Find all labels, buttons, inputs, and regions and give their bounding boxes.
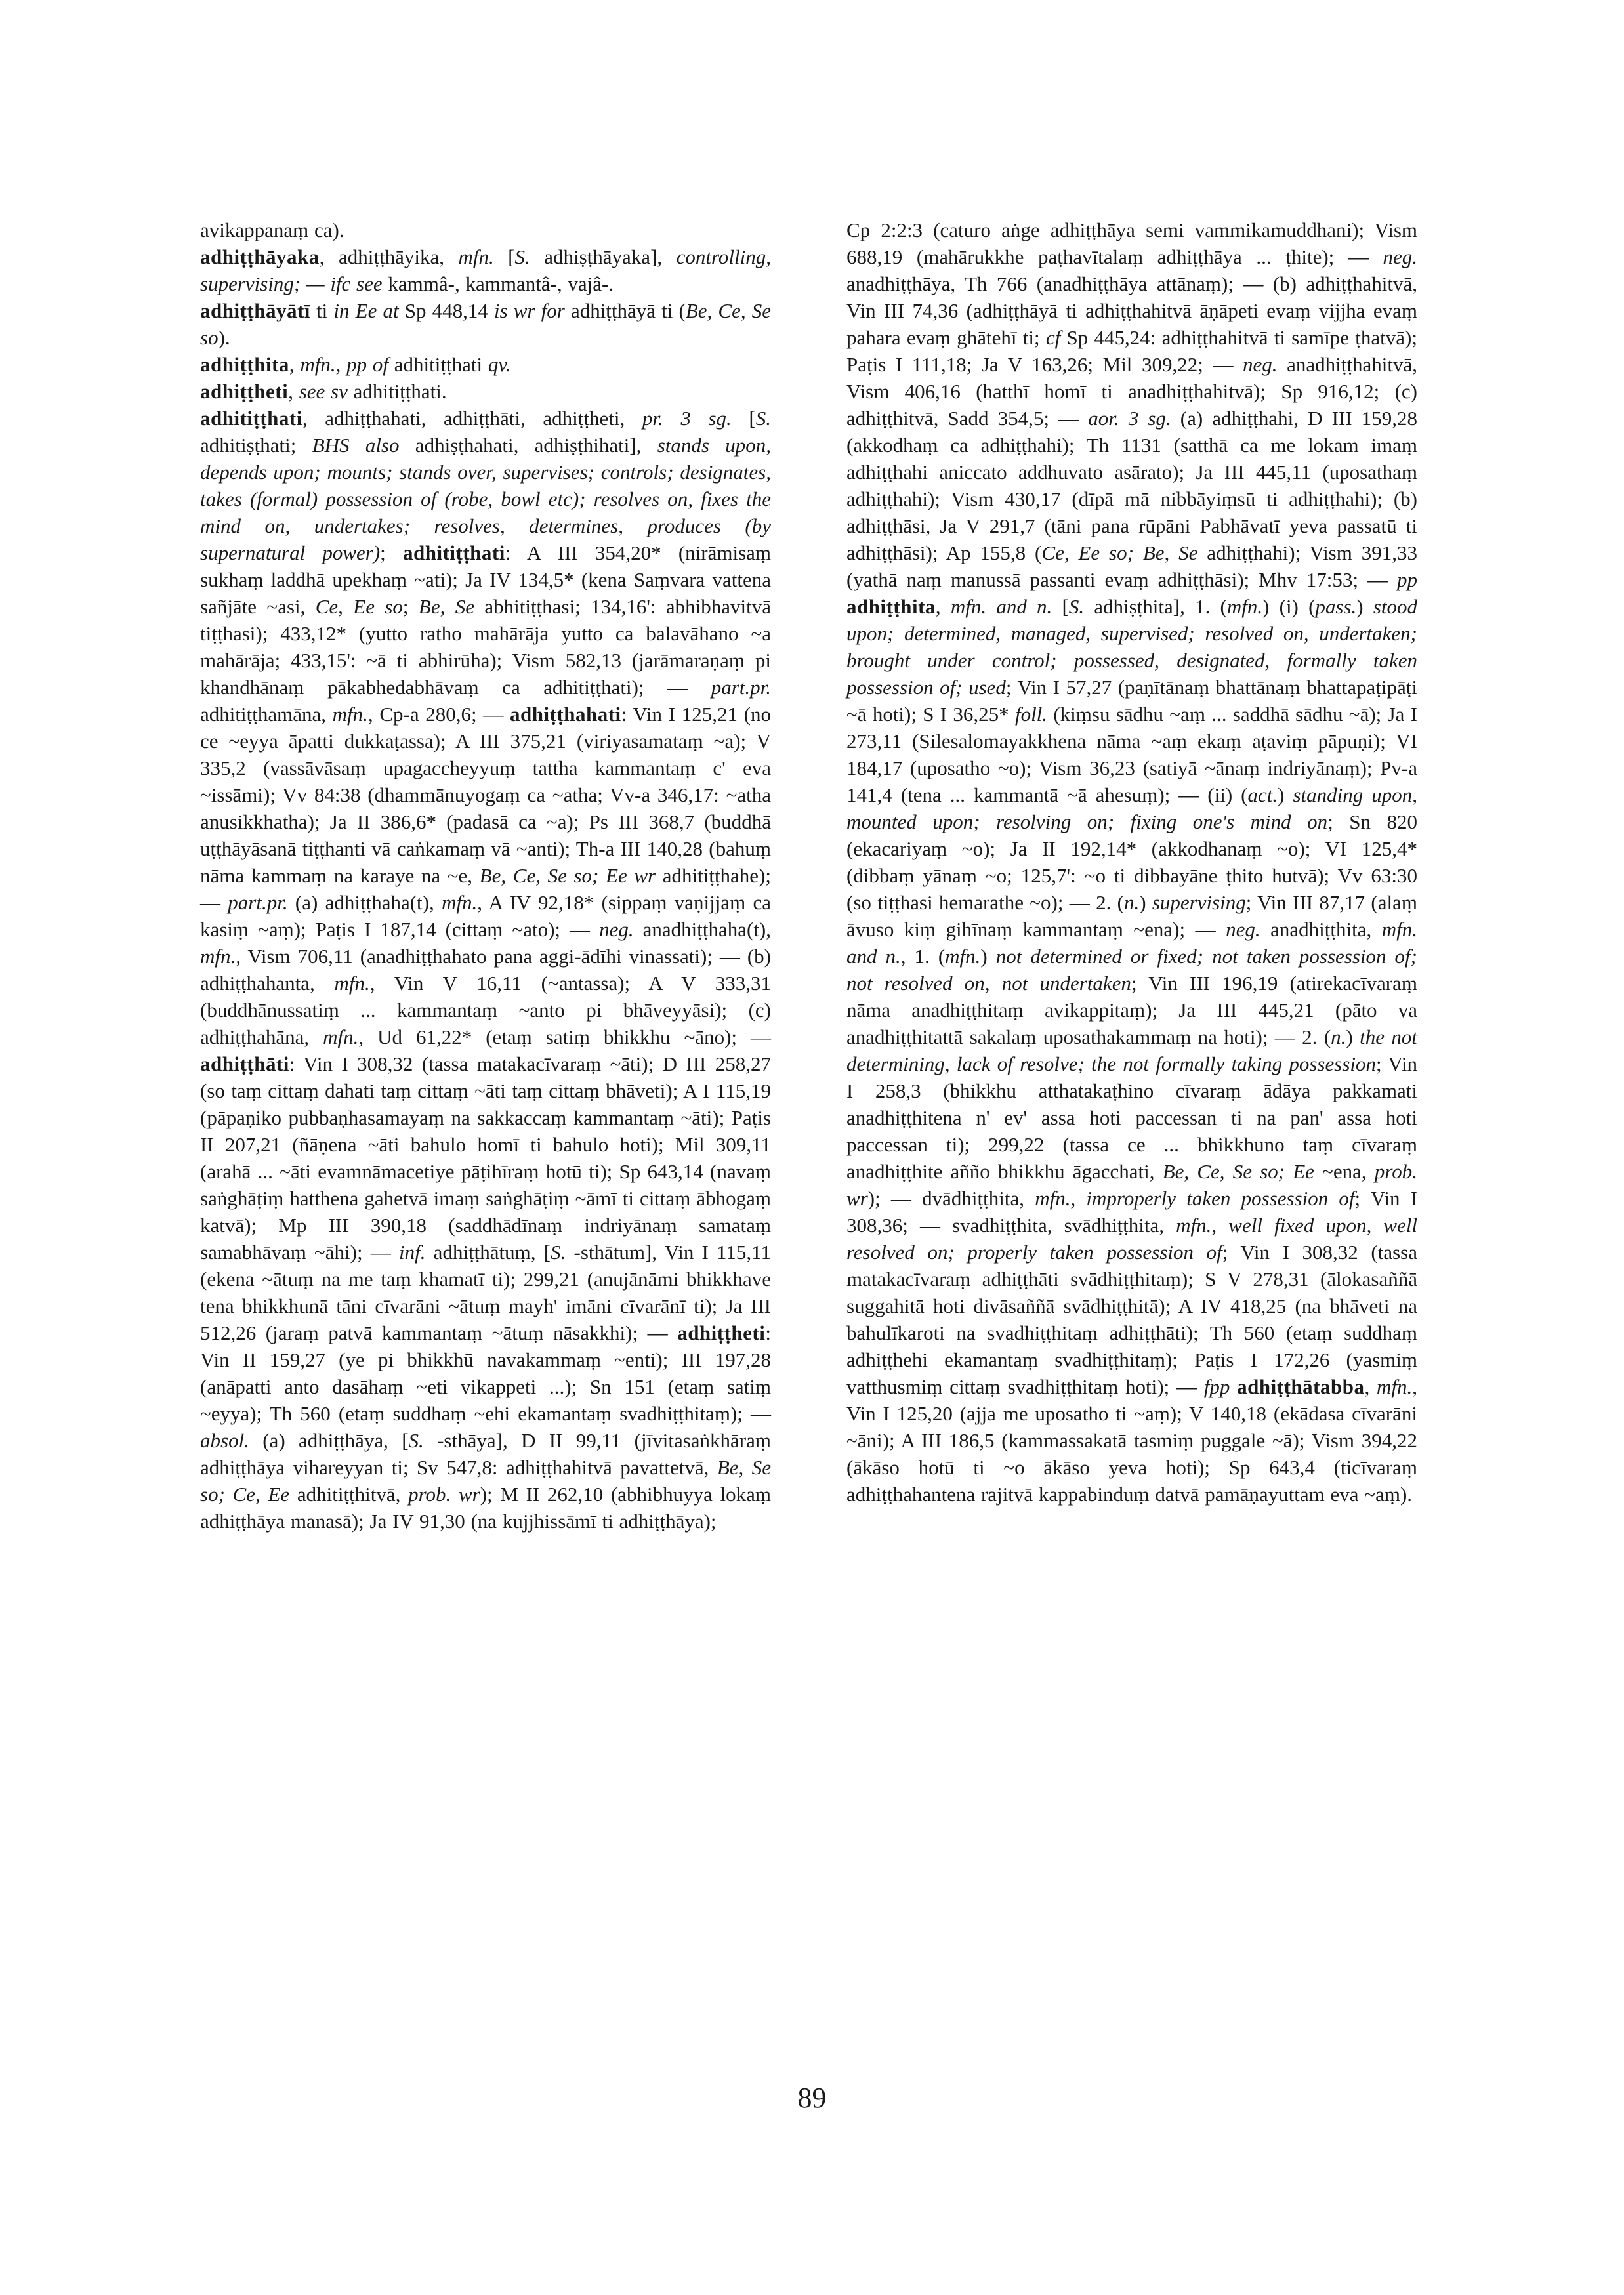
headword: adhiṭṭheti [200,380,289,403]
entry-text: ) (i) ( [1262,595,1316,618]
page-number: 89 [797,2082,827,2114]
entry-text: : A III 354,20* (nirāmisaṃ sukhaṃ laddhā upekhaṃ ~ati); Ja IV 134,5* (kena Saṃvara vattena sañjāte ~asi, [200,541,771,618]
entry-text: ; Vin III 196,19 (atirekacīvaraṃ nāma anadhiṭṭhitaṃ avikappitaṃ); Ja III 445,21 (pāto va anadhiṭṭhitattā sakalaṃ uposathakammaṃ na hoti); — 2. ( [846,972,1417,1048]
dictionary-entry [200,378,771,405]
entry-text: adhitiṭṭhati [388,353,488,376]
italic-text: mfn. [945,945,981,968]
italic-text: S. [408,1429,424,1452]
italic-text: S. [514,245,530,268]
dictionary-entry [200,297,771,351]
italic-text: mfn. [442,891,478,914]
headword: adhiṭṭheti [677,1321,766,1344]
italic-text: part.pr. [228,891,288,914]
entry-text: adhiṣṭhāyaka], [530,245,677,268]
italic-text: in Ee at [333,299,399,322]
italic-text: qv. [488,353,511,376]
italic-text: pass. [1315,595,1357,618]
entry-text: Sp 445,24: adhiṭṭhahitvā ti samīpe ṭhatvā); Paṭis I 111,18; Ja V 163,26; Mil 309,22; — [846,326,1417,376]
italic-text: mfn., well fixed upon, well resolved on; properly taken possession of [846,1214,1417,1264]
italic-text: foll. [1014,703,1048,726]
headword: adhiṭṭhāyātī [200,299,310,322]
entry-text: : Vin I 125,21 (no ce ~eyya āpatti dukkaṭassa); A III 375,21 (viriyasamataṃ ~a); V 335,2 (vassāvāsaṃ upagaccheyyuṃ tattha kammantaṃ c' eva ~issāmi); Vv 84:38 (dhammānuyogaṃ ca ~atha; Vv-a 346,17: ~atha anusikkhatha); Ja II 386,6* (padasā ca ~a); Ps III 368,7 (buddhā uṭṭhāyāsanā tiṭṭhanti vā caṅkamaṃ vā ~anti); Th-a III 140,28 (bahuṃ nāma kammaṃ na karaye na ~e, [200,703,772,887]
headword: adhiṭṭhahati [510,703,621,726]
italic-text: fpp [1203,1375,1230,1398]
entry-text: ); M II 262,10 (abhibhuyya lokaṃ adhiṭṭhāya manasā); Ja IV 91,30 (na kujjhissāmī ti adhiṭṭhāya); [200,1483,772,1533]
italic-text: mfn. and n. [846,918,1417,968]
entry-text: [ [731,407,756,430]
italic-text: BHS also [312,434,400,457]
dictionary-entry [200,217,771,243]
italic-text: is wr for [493,299,565,322]
italic-text: n. [1331,1025,1346,1048]
dictionary-entry [200,351,771,378]
italic-text: stands upon, depends upon; mounts; stands over, supervises; controls; designates, takes (formal) possession of (robe, bowl etc); resolves on, fixes the mind on, undertakes; resolves, determines, produces (by supernatural power) [200,434,772,564]
italic-text: standing upon, mounted upon; resolving on; fixing one's mind on [846,783,1417,833]
italic-text: Be, Ce, Se so; Ee [1162,1160,1314,1183]
italic-text: neg. [1383,245,1417,268]
entry-text: ) [1139,891,1152,914]
entry-text: adhitiṭṭhati. [347,380,447,403]
italic-text: the not determining, lack of resolve; the not formally taking possession [846,1025,1417,1075]
italic-text: mfn., pp of [300,353,389,376]
entry-text: , [1364,1375,1377,1398]
entry-text: , adhiṭṭhāyika, [319,245,459,268]
entry-text: ; Vin I 308,36; — svadhiṭṭhita, svādhiṭṭhita, [846,1187,1417,1237]
entry-text: (kiṃsu sādhu ~aṃ ... saddhā sādhu ~ā); Ja I 273,11 (Silesalomayakkhena nāma ~aṃ ekaṃ aṭaviṃ pāpuṇi); VI 184,17 (uposatho ~o); Vism 36,23 (satiyā ~ānaṃ indriyānaṃ); Pv-a 141,4 (tena ... kammantā ~ā ahesuṃ); — (ii) ( [846,703,1417,806]
italic-text: part.pr. [711,676,771,699]
headword: adhiṭṭhita [200,353,289,376]
entry-text: kammâ-, kammantâ-, vajâ-. [382,272,614,295]
italic-text: prob. wr [408,1483,480,1506]
entry-text: , Vin I 125,20 (ajja me uposatho ti ~aṃ); V 140,18 (ekādasa cīvarāni ~āni); A III 186,5 (kammassakatā tasmiṃ puggale ~ā); Vism 394,22 (ākāso hotū ti ~o ākāso yeva hoti); Sp 643,4 (ticīvaraṃ adhiṭṭhahantena rajitvā kappabinduṃ datvā pamāṇayuttam eva ~aṃ). [846,1375,1418,1506]
entry-text: anadhiṭṭhaha(t), [633,918,771,941]
italic-text: Be, Ce, Se so; Ee wr [479,864,656,887]
dictionary-entry [200,405,771,1535]
entry-text: ti [310,299,334,322]
italic-text: prob. wr [846,1160,1417,1210]
entry-text: , adhiṭṭhahati, adhiṭṭhāti, adhiṭṭheti, [302,407,642,430]
right-column [846,217,1417,1508]
entry-text: , 1. ( [900,945,946,968]
headword: adhitiṭṭhati [200,407,302,430]
italic-text: Be, Ce, Se so [200,299,771,349]
italic-text: mfn. [200,945,236,968]
entry-text: anadhiṭṭhāya, Th 766 (anadhiṭṭhāya attānaṃ); — (b) adhiṭṭhahitvā, Vin III 74,36 (adhiṭṭhāyā ti adhiṭṭhahitvā āṇāpeti evaṃ vijjha evaṃ pahara evaṃ ghātehī ti; [846,272,1417,349]
italic-text: mfn. [334,972,370,995]
italic-text: S. [551,1241,566,1264]
italic-text: neg. [1243,353,1278,376]
entry-text: [ [493,245,515,268]
entry-text: , [288,380,299,403]
italic-text: mfn. [1226,595,1263,618]
italic-text: S. [1068,595,1085,618]
italic-text: aor. 3 sg. [1088,407,1171,430]
entry-text: adhitiṭṭhahe); — [200,864,772,914]
entry-text: -sthātum], Vin I 115,11 (ekena ~ātuṃ na me taṃ khamatī ti); 299,21 (anujānāmi bhikkhave tena bhikkhunā tāni cīvarāni ~ātuṃ mayh' imāni cīvarānī ti); Ja III 512,26 (jaraṃ patvā kammantaṃ ~ātuṃ nāsakkhi); — [200,1241,771,1344]
italic-text: pp [1397,568,1417,591]
entry-text: ; Vin III 87,17 (alaṃ āvuso kiṃ gihīnaṃ kammantaṃ ~ena); — [846,891,1417,941]
italic-text: act. [1247,783,1278,806]
italic-text: neg. [599,918,634,941]
entry-text: (a) adhiṭṭhaha(t), [287,891,442,914]
entry-text: adhitiṭṭhitvā, [289,1483,409,1506]
entry-text: adhiṣṭhita], 1. ( [1084,595,1227,618]
italic-text: mfn. [458,245,494,268]
headword: adhiṭṭhāti [200,1052,289,1075]
entry-text: anadhiṭṭhita, [1260,918,1382,941]
entry-text [1230,1375,1237,1398]
entry-text: ) [1356,595,1373,618]
italic-text: mfn. [1377,1375,1413,1398]
entry-text: [ [1052,595,1069,618]
entry-text: ; Vin I 258,3 (bhikkhu atthatakaṭhino cīvaraṃ ādāya pakkamati anadhiṭṭhitena n' ev' assa hoti paccessan ti na pan' assa hoti paccessan ti); 299,22 (tassa ce ... bhikkhuno taṃ cīvaraṃ anadhiṭṭhite añño bhikkhu āgacchati, [846,1052,1418,1183]
entry-text: anadhiṭṭhahitvā, Vism 406,16 (hatthī homī ti anadhiṭṭhahitvā); Sp 916,12; (c) adhiṭṭhitvā, Sadd 354,5; — [846,353,1417,430]
italic-text: absol. [200,1429,249,1452]
italic-text: mfn., improperly taken possession of [1035,1187,1355,1210]
italic-text: cf [1045,326,1061,349]
entry-text: adhiṣṭhahati, adhiṣṭhihati], [399,434,657,457]
entry-text: ; Vin I 57,27 (paṇītānaṃ bhattānaṃ bhattapaṭipāṭi ~ā hoti); S I 36,25* [846,676,1417,726]
entry-text: (a) adhiṭṭhāya, [ [249,1429,409,1452]
headword: adhiṭṭhita [846,595,936,618]
entry-text: , Cp-a 280,6; — [367,703,510,726]
italic-text: n. [1123,891,1140,914]
entry-text: , Vin V 16,11 (~antassa); A V 333,31 (buddhānussatiṃ ... kammantaṃ ~anto pi bhāveyyāsi); (c) adhiṭṭhahāna, [200,972,771,1048]
entry-text: adhitiṭṭhamāna, [200,703,333,726]
italic-text: Ce, Ee so; Be, Se [1041,541,1198,564]
entry-text: , A IV 92,18* (sippaṃ vaṇijjaṃ ca kasiṃ ~aṃ); Paṭis I 187,14 (cittaṃ ~ato); — [200,891,772,941]
entry-text: (a) adhiṭṭhahi, D III 159,28 (akkodhaṃ ca adhiṭṭhahi); Th 1131 (satthā ca me lokam imaṃ adhiṭṭhahi aniccato addhuvato asārato); Ja III 445,11 (uposathaṃ adhiṭṭhahi); Vism 430,17 (dīpā mā nibbāyiṃsū ti adhiṭṭhahi); (b) adhiṭṭhāsi, Ja V 291,7 (tāni pana rūpāni Pabhāvatī yeva passatū ti adhiṭṭhāsi); Ap 155,8 ( [846,407,1418,564]
entry-text: adhiṭṭhāyā ti ( [564,299,686,322]
entry-text: ); — dvādhiṭṭhita, [867,1187,1035,1210]
entry-text: , Ud 61,22* (etaṃ satiṃ bhikkhu ~āno); — [358,1025,771,1048]
entry-text: ; Sn 820 (ekacariyaṃ ~o); Ja II 192,14* (akkodhanaṃ ~o); VI 125,4* (dibbaṃ yānaṃ ~o; 125,7': ~o ti dibbayāne ṭhito hutvā); Vv 63:30 (so tiṭṭhasi hemarathe ~o); — 2. ( [846,810,1417,914]
italic-text: mfn. [323,1025,359,1048]
italic-text: supervising [1152,891,1246,914]
entry-text: adhiṭṭhahi); Vism 391,33 (yathā naṃ manussā passanti evaṃ adhiṭṭhāsi); Mhv 17:53; — [846,541,1417,591]
entry-text: ) [1278,783,1293,806]
italic-text: mfn. and n. [950,595,1052,618]
entry-text: avikappanaṃ ca). [200,218,344,241]
italic-text: mfn. [332,703,368,726]
entry-text: , [935,595,951,618]
italic-text: neg. [1226,918,1260,941]
entry-text: ). [218,326,230,349]
italic-text: controlling, supervising; — ifc see [200,245,771,295]
italic-text: S. [755,407,771,430]
entry-text: ) [1346,1025,1360,1048]
entry-text: ~ena, [1314,1160,1375,1183]
italic-text: see sv [299,380,348,403]
dictionary-entry [846,217,1417,1508]
italic-text: Be, Se [418,595,474,618]
entry-text: , [289,353,301,376]
entry-text: Sp 448,14 [398,299,494,322]
headword: adhiṭṭhātabba [1237,1375,1365,1398]
entry-text: : Vin II 159,27 (ye pi bhikkhū navakammaṃ ~enti); III 197,28 (anāpatti anto dasāhaṃ ~eti vikappeti ...); Sn 151 (etaṃ satiṃ ~eyya); Th 560 (etaṃ suddhaṃ ~ehi ekamantaṃ svadhiṭṭhitaṃ); — [200,1321,771,1425]
headword: adhitiṭṭhati [402,541,505,564]
italic-text: Be, Se so; Ce, Ee [200,1456,771,1506]
entry-text: ; Vin I 308,32 (tassa matakacīvaraṃ adhiṭṭhāti svādhiṭṭhitaṃ); S V 278,31 (ālokasaññā suggahitā hoti divāsaññā svādhiṭṭhitā); A IV 418,25 (na bhāveti na bahulīkaroti na svadhiṭṭhitaṃ adhiṭṭhāti); Th 560 (etaṃ suddhaṃ adhiṭṭhehi ekamantaṃ svadhiṭṭhitaṃ); Paṭis I 172,26 (yasmiṃ vatthusmiṃ cittaṃ svadhiṭṭhitaṃ hoti); — [846,1241,1417,1398]
entry-text: abhitiṭṭhasi; 134,16': abhibhavitvā tiṭṭhasi); 433,12* (yutto ratho mahārāja yutto ca balavāhano ~a mahārāja; 433,15': ~ā ti abhirūha); Vism 582,13 (jarāmaraṇaṃ pi khandhānaṃ pākabhedabhāvaṃ ca adhitiṭṭhati); — [200,595,771,699]
entry-text: ; [380,541,403,564]
italic-text: stood upon; determined, managed, supervised; resolved on, undertaken; brought under control; possessed, designated, formally taken possession of; used [846,595,1418,699]
entry-text: Cp 2:2:3 (caturo aṅge adhiṭṭhāya semi vammikamuddhani); Vism 688,19 (mahārukkhe paṭhavītalaṃ adhiṭṭhāya ... ṭhite); — [846,218,1417,268]
italic-text: Ce, Ee so [315,595,403,618]
entry-text: -sthāya], D II 99,11 (jīvitasaṅkhāraṃ adhiṭṭhāya vihareyyan ti; Sv 547,8: adhiṭṭhahitvā pavattetvā, [200,1429,771,1479]
entry-text: adhiṭṭhātuṃ, [ [425,1241,551,1264]
entry-text: : Vin I 308,32 (tassa matakacīvaraṃ ~āti); D III 258,27 (so taṃ cittaṃ dahati taṃ cittaṃ ~āti taṃ cittaṃ bhāveti); A I 115,19 (pāpaṇiko pubbaṇhasamayaṃ na sakkaccaṃ kammantaṃ ~āti); Paṭis II 207,21 (ñāṇena ~āti bahulo homī ti bahulo hoti); Mil 309,11 (arahā ... ~āti evamnāmacetiye pāṭihīraṃ hotū ti); Sp 643,14 (navaṃ saṅghāṭiṃ hatthena gahetvā imaṃ saṅghāṭiṃ ~āmī ti cittaṃ ābhogaṃ katvā); Mp III 390,18 (saddhādīnaṃ indriyānaṃ samataṃ samabhāvaṃ ~āhi); — [200,1052,771,1264]
italic-text: not determined or fixed; not taken possession of; not resolved on, not undertaken [846,945,1417,995]
dictionary-entry [200,243,771,297]
entry-text: , Vism 706,11 (anadhiṭṭhahato pana aggi-ādīhi vinassati); — (b) adhiṭṭhahanta, [200,945,771,995]
entry-text: adhitiṣṭhati; [200,434,312,457]
italic-text: pr. 3 sg. [642,407,732,430]
italic-text: inf. [399,1241,426,1264]
entry-text: ) [980,945,996,968]
left-column [200,217,771,1535]
entry-text: ; [402,595,419,618]
headword: adhiṭṭhāyaka [200,245,320,268]
